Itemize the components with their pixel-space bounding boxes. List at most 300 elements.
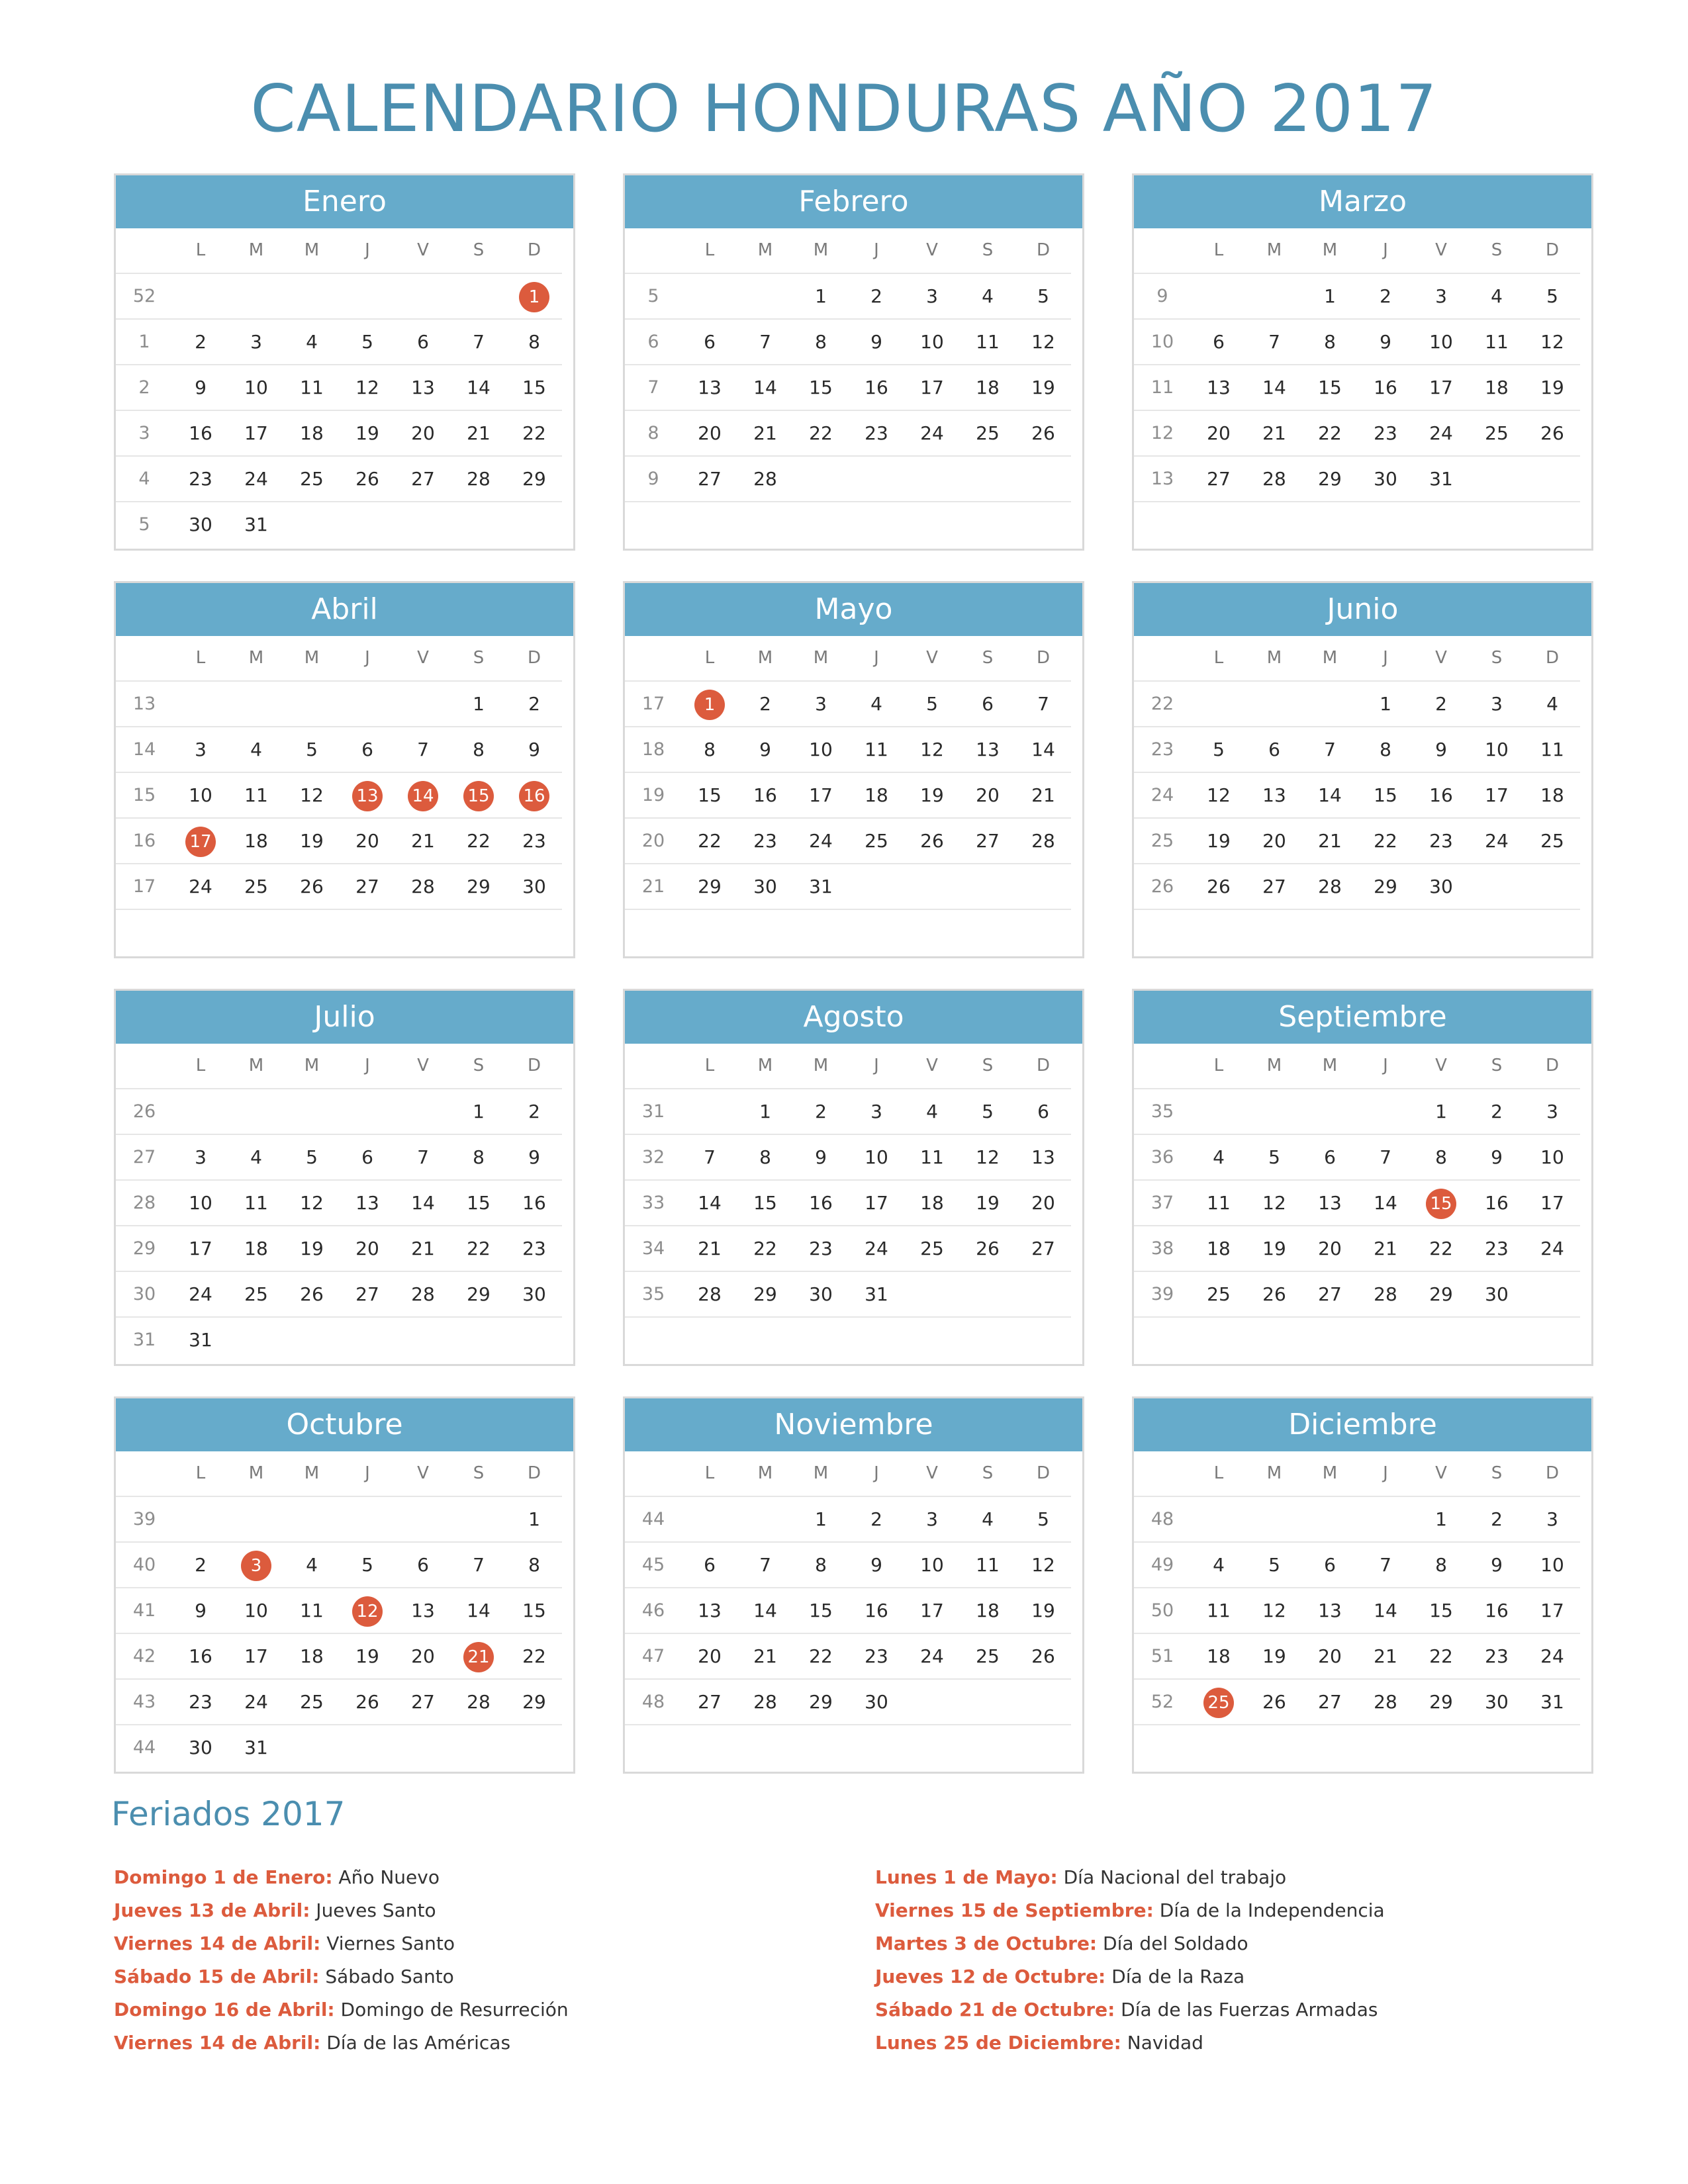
day-header: J xyxy=(1358,1044,1413,1089)
calendar-day: 4 xyxy=(1191,1135,1246,1181)
empty-day xyxy=(793,1725,849,1770)
calendar-day: 2 xyxy=(506,1089,562,1135)
calendar-day: 2 xyxy=(1413,682,1469,727)
empty-day xyxy=(395,1725,451,1770)
calendar-day: 7 xyxy=(395,727,451,773)
day-header: M xyxy=(1246,1451,1302,1497)
day-header: M xyxy=(284,1044,340,1089)
month-name: Diciembre xyxy=(1134,1398,1591,1451)
calendar-day: 10 xyxy=(904,1543,960,1588)
calendar-day: 2 xyxy=(793,1089,849,1135)
calendar-day: 19 xyxy=(340,1634,395,1680)
calendar-day: 7 xyxy=(1015,682,1071,727)
calendar-day: 19 xyxy=(1015,365,1071,411)
calendar-day: 21 xyxy=(395,819,451,864)
calendar-day: 8 xyxy=(1413,1135,1469,1181)
calendar-day: 11 xyxy=(960,320,1015,365)
empty-day xyxy=(1015,1725,1071,1770)
calendar-day: 29 xyxy=(1413,1680,1469,1725)
calendar-day: 18 xyxy=(284,1634,340,1680)
calendar-day: 15 xyxy=(1358,773,1413,819)
day-header: S xyxy=(1469,636,1524,682)
calendar-day: 7 xyxy=(737,1543,793,1588)
calendar-day: 26 xyxy=(1524,411,1580,457)
day-header: S xyxy=(1469,1451,1524,1497)
week-number: 35 xyxy=(625,1272,682,1318)
day-header: D xyxy=(506,228,562,274)
month-days-grid xyxy=(116,1044,573,1362)
calendar-day: 15 xyxy=(682,773,737,819)
holiday-marker: 25 xyxy=(1203,1688,1234,1718)
empty-day xyxy=(1246,910,1302,954)
day-header: M xyxy=(737,636,793,682)
calendar-day: 5 xyxy=(1246,1135,1302,1181)
empty-day xyxy=(1469,910,1524,954)
calendar-day: 6 xyxy=(682,1543,737,1588)
month-days-grid xyxy=(625,1451,1082,1770)
calendar-day: 20 xyxy=(1246,819,1302,864)
day-header: J xyxy=(849,1451,904,1497)
empty-day xyxy=(506,1725,562,1770)
empty-day xyxy=(1246,1725,1302,1770)
day-header: M xyxy=(284,228,340,274)
month-name: Noviembre xyxy=(625,1398,1082,1451)
empty-day xyxy=(960,502,1015,547)
calendar-day: 29 xyxy=(1413,1272,1469,1318)
calendar-day: 4 xyxy=(960,1497,1015,1543)
week-number: 23 xyxy=(1134,727,1191,773)
calendar-day: 13 xyxy=(1191,365,1246,411)
day-header: M xyxy=(1302,228,1358,274)
calendar-day: 1 xyxy=(737,1089,793,1135)
calendar-day: 9 xyxy=(1469,1135,1524,1181)
holiday-name: Sábado Santo xyxy=(319,1966,454,1987)
calendar-day: 26 xyxy=(1015,1634,1071,1680)
week-number xyxy=(625,1318,682,1362)
calendar-day: 4 xyxy=(960,274,1015,320)
week-number: 41 xyxy=(116,1588,173,1634)
holiday-day xyxy=(506,274,562,320)
holiday-marker: 15 xyxy=(463,781,494,811)
calendar-day: 31 xyxy=(1413,457,1469,502)
calendar-day: 13 xyxy=(395,365,451,411)
calendar-day: 7 xyxy=(451,320,506,365)
empty-day xyxy=(1358,1497,1413,1543)
empty-day xyxy=(1246,1089,1302,1135)
holiday-item xyxy=(114,2026,842,2060)
empty-day xyxy=(904,502,960,547)
week-number: 5 xyxy=(138,514,150,535)
holiday-day xyxy=(506,773,562,819)
holiday-item xyxy=(875,1993,1636,2026)
calendar-day: 4 xyxy=(284,1543,340,1588)
calendar-day: 20 xyxy=(1302,1226,1358,1272)
day-header: L xyxy=(173,636,228,682)
calendar-day: 17 xyxy=(173,1226,228,1272)
calendar-day: 6 xyxy=(1246,727,1302,773)
week-number: 9 xyxy=(1134,274,1191,320)
week-number: 12 xyxy=(1134,411,1191,457)
empty-day xyxy=(1191,682,1246,727)
holiday-day xyxy=(395,773,451,819)
calendar-day: 8 xyxy=(682,727,737,773)
empty-day xyxy=(904,910,960,954)
calendar-day: 25 xyxy=(904,1226,960,1272)
calendar-day: 14 xyxy=(451,1588,506,1634)
month-name: Febrero xyxy=(625,175,1082,228)
calendar-day: 28 xyxy=(451,1680,506,1725)
calendar-day: 29 xyxy=(506,1680,562,1725)
calendar-day: 16 xyxy=(173,411,228,457)
calendar-day: 22 xyxy=(506,1634,562,1680)
calendar-day: 30 xyxy=(1358,457,1413,502)
calendar-day: 10 xyxy=(1413,320,1469,365)
day-header: M xyxy=(737,228,793,274)
calendar-day: 12 xyxy=(340,365,395,411)
day-header: S xyxy=(1469,1044,1524,1089)
week-number: 13 xyxy=(1134,457,1191,502)
calendar-day: 25 xyxy=(228,1272,284,1318)
calendar-day: 5 xyxy=(1015,1497,1071,1543)
week-header-blank xyxy=(1134,228,1191,274)
calendar-day: 28 xyxy=(1015,819,1071,864)
day-header: M xyxy=(228,228,284,274)
week-header-blank xyxy=(625,636,682,682)
day-header: L xyxy=(173,228,228,274)
week-number: 18 xyxy=(625,727,682,773)
calendar-day: 15 xyxy=(1302,365,1358,411)
calendar-day: 2 xyxy=(737,682,793,727)
calendar-day: 9 xyxy=(173,1588,228,1634)
month-julio xyxy=(114,989,575,1366)
empty-day xyxy=(1358,1089,1413,1135)
calendar-day: 27 xyxy=(1302,1680,1358,1725)
calendar-day: 12 xyxy=(960,1135,1015,1181)
empty-day xyxy=(960,1318,1015,1362)
day-header: M xyxy=(1302,636,1358,682)
calendar-day: 11 xyxy=(284,1588,340,1634)
week-header-blank xyxy=(1134,1451,1191,1497)
week-number: 44 xyxy=(132,1737,156,1758)
week-header-blank xyxy=(1134,1044,1191,1089)
month-days-grid xyxy=(116,1451,573,1770)
empty-day xyxy=(395,910,451,954)
holiday-marker: 14 xyxy=(408,781,438,811)
calendar-day: 6 xyxy=(1015,1089,1071,1135)
calendar-day: 26 xyxy=(1191,864,1246,910)
holiday-date: Martes 3 de Octubre: xyxy=(875,1933,1098,1954)
calendar-day: 8 xyxy=(451,727,506,773)
holiday-day xyxy=(340,773,395,819)
week-header-blank xyxy=(1134,636,1191,682)
calendar-day: 23 xyxy=(849,1634,904,1680)
day-header: M xyxy=(228,1044,284,1089)
holiday-item xyxy=(114,1927,842,1960)
day-header: L xyxy=(173,1044,228,1089)
calendar-day: 26 xyxy=(284,1272,340,1318)
calendar-day: 1 xyxy=(1413,1497,1469,1543)
calendar-day: 23 xyxy=(1469,1226,1524,1272)
empty-day xyxy=(340,1497,395,1543)
calendar-day: 28 xyxy=(395,864,451,910)
calendar-day: 24 xyxy=(228,1680,284,1725)
holidays-list-right xyxy=(875,1861,1636,2060)
empty-day xyxy=(682,910,737,954)
calendar-day: 28 xyxy=(1358,1680,1413,1725)
empty-day xyxy=(284,1318,340,1362)
empty-day xyxy=(228,1318,284,1362)
calendar-day: 18 xyxy=(1524,773,1580,819)
calendar-day: 29 xyxy=(1358,864,1413,910)
calendar-day: 5 xyxy=(960,1089,1015,1135)
calendar-day: 4 xyxy=(1191,1543,1246,1588)
calendar-day: 10 xyxy=(228,1588,284,1634)
calendar-day: 31 xyxy=(189,1329,212,1351)
empty-day xyxy=(737,1318,793,1362)
calendar-day: 13 xyxy=(1302,1588,1358,1634)
calendar-day: 22 xyxy=(1413,1634,1469,1680)
week-number: 1 xyxy=(116,320,173,365)
day-header: J xyxy=(849,636,904,682)
empty-day xyxy=(340,502,395,547)
day-header: M xyxy=(737,1451,793,1497)
empty-day xyxy=(1191,274,1246,320)
calendar-day: 9 xyxy=(849,1543,904,1588)
empty-day xyxy=(451,274,506,320)
empty-day xyxy=(904,1680,960,1725)
empty-day xyxy=(1358,502,1413,547)
day-header: L xyxy=(1191,636,1246,682)
week-number: 46 xyxy=(625,1588,682,1634)
week-number: 45 xyxy=(625,1543,682,1588)
calendar-day: 5 xyxy=(1246,1543,1302,1588)
empty-day xyxy=(1413,910,1469,954)
week-number: 48 xyxy=(625,1680,682,1725)
day-header: L xyxy=(682,228,737,274)
week-number: 17 xyxy=(116,864,173,910)
day-header: D xyxy=(506,1044,562,1089)
feriados-title: Feriados 2017 xyxy=(111,1795,346,1833)
calendar-day: 5 xyxy=(284,727,340,773)
holiday-date: Viernes 15 de Septiembre: xyxy=(875,1899,1154,1921)
calendar-day: 10 xyxy=(904,320,960,365)
calendar-day: 29 xyxy=(506,457,562,502)
day-header: V xyxy=(1413,636,1469,682)
empty-day xyxy=(960,1680,1015,1725)
calendar-day: 30 xyxy=(737,864,793,910)
calendar-day: 24 xyxy=(849,1226,904,1272)
holiday-date: Domingo 1 de Enero: xyxy=(114,1866,333,1888)
calendar-day: 2 xyxy=(506,682,562,727)
empty-day xyxy=(284,1725,340,1770)
day-header: D xyxy=(1015,636,1071,682)
calendar-day: 16 xyxy=(849,365,904,411)
calendar-day: 18 xyxy=(960,365,1015,411)
calendar-day: 1 xyxy=(1358,682,1413,727)
holiday-day xyxy=(228,1543,284,1588)
calendar-day: 8 xyxy=(506,320,562,365)
calendar-day: 26 xyxy=(284,864,340,910)
calendar-day: 10 xyxy=(173,1181,228,1226)
empty-day xyxy=(1413,502,1469,547)
calendar-day: 28 xyxy=(1302,864,1358,910)
day-header: J xyxy=(1358,1451,1413,1497)
holiday-name: Domingo de Resurreción xyxy=(334,1999,569,2021)
week-number xyxy=(1134,1725,1191,1770)
week-number: 33 xyxy=(625,1181,682,1226)
week-number: 9 xyxy=(625,457,682,502)
week-number: 4 xyxy=(116,457,173,502)
calendar-day: 17 xyxy=(1413,365,1469,411)
empty-day xyxy=(451,502,506,547)
calendar-day: 10 xyxy=(173,773,228,819)
calendar-day: 4 xyxy=(1469,274,1524,320)
empty-day xyxy=(849,1725,904,1770)
week-number: 17 xyxy=(625,682,682,727)
calendar-day: 5 xyxy=(1015,274,1071,320)
calendar-day: 26 xyxy=(340,1680,395,1725)
empty-day xyxy=(904,1318,960,1362)
calendar-day: 8 xyxy=(793,1543,849,1588)
day-header: S xyxy=(1469,228,1524,274)
empty-day xyxy=(960,864,1015,910)
calendar-day: 3 xyxy=(1469,682,1524,727)
day-header: M xyxy=(228,636,284,682)
calendar-day: 30 xyxy=(506,864,562,910)
empty-day xyxy=(340,1089,395,1135)
calendar-day: 13 xyxy=(1302,1181,1358,1226)
calendar-day: 20 xyxy=(682,411,737,457)
calendar-day: 24 xyxy=(1469,819,1524,864)
day-header: S xyxy=(960,636,1015,682)
empty-day xyxy=(1524,910,1580,954)
calendar-day: 15 xyxy=(506,1588,562,1634)
empty-day xyxy=(340,682,395,727)
empty-day xyxy=(1246,1318,1302,1362)
empty-day xyxy=(173,910,228,954)
calendar-day: 17 xyxy=(228,1634,284,1680)
empty-day xyxy=(1302,1089,1358,1135)
calendar-day: 3 xyxy=(793,682,849,727)
calendar-day: 31 xyxy=(1524,1680,1580,1725)
empty-day xyxy=(395,1497,451,1543)
calendar-day: 27 xyxy=(395,457,451,502)
calendar-day: 14 xyxy=(737,1588,793,1634)
calendar-day: 23 xyxy=(1413,819,1469,864)
holiday-day xyxy=(340,1588,395,1634)
calendar-day: 23 xyxy=(506,1226,562,1272)
calendar-day: 22 xyxy=(451,1226,506,1272)
calendar-day: 23 xyxy=(506,819,562,864)
calendar-day: 3 xyxy=(1524,1497,1580,1543)
week-number: 5 xyxy=(625,274,682,320)
holiday-name: Año Nuevo xyxy=(332,1866,440,1888)
holiday-item xyxy=(114,1960,842,1993)
day-header: M xyxy=(793,636,849,682)
calendar-day: 17 xyxy=(793,773,849,819)
day-header: M xyxy=(1246,228,1302,274)
calendar-day: 8 xyxy=(737,1135,793,1181)
day-header: S xyxy=(451,1044,506,1089)
week-number: 6 xyxy=(625,320,682,365)
empty-day xyxy=(1358,910,1413,954)
calendar-day: 6 xyxy=(960,682,1015,727)
empty-day xyxy=(173,1089,228,1135)
empty-day xyxy=(1469,1725,1524,1770)
calendar-day: 23 xyxy=(849,411,904,457)
calendar-day: 3 xyxy=(904,274,960,320)
calendar-day: 17 xyxy=(849,1181,904,1226)
calendar-day: 9 xyxy=(793,1135,849,1181)
month-days-grid xyxy=(116,636,573,954)
calendar-day: 21 xyxy=(682,1226,737,1272)
calendar-day: 16 xyxy=(793,1181,849,1226)
calendar-day: 24 xyxy=(1524,1226,1580,1272)
calendar-day: 27 xyxy=(340,864,395,910)
day-header: S xyxy=(451,636,506,682)
empty-day xyxy=(849,864,904,910)
week-number: 19 xyxy=(625,773,682,819)
calendar-day: 2 xyxy=(1469,1497,1524,1543)
calendar-day: 30 xyxy=(793,1272,849,1318)
month-name: Abril xyxy=(116,583,573,636)
holiday-name: Día Nacional del trabajo xyxy=(1057,1866,1287,1888)
month-name: Mayo xyxy=(625,583,1082,636)
calendar-day: 28 xyxy=(395,1272,451,1318)
empty-day xyxy=(1191,1497,1246,1543)
day-header: V xyxy=(1413,228,1469,274)
month-days-grid xyxy=(625,228,1082,547)
calendar-day: 26 xyxy=(340,457,395,502)
empty-day xyxy=(1302,682,1358,727)
calendar-day: 13 xyxy=(682,1588,737,1634)
calendar-day: 7 xyxy=(1358,1543,1413,1588)
week-number: 48 xyxy=(1134,1497,1191,1543)
calendar-day: 28 xyxy=(737,457,793,502)
holiday-item xyxy=(875,2026,1636,2060)
calendar-day: 14 xyxy=(1358,1181,1413,1226)
week-number: 13 xyxy=(116,682,173,727)
week-number: 15 xyxy=(116,773,173,819)
calendar-day: 4 xyxy=(228,1135,284,1181)
calendar-day: 27 xyxy=(340,1272,395,1318)
calendar-day: 24 xyxy=(173,1272,228,1318)
day-header: M xyxy=(1246,636,1302,682)
holiday-marker: 3 xyxy=(241,1551,271,1581)
empty-day xyxy=(1413,1318,1469,1362)
day-header: M xyxy=(228,1451,284,1497)
day-header: D xyxy=(506,1451,562,1497)
calendar-day: 9 xyxy=(506,1135,562,1181)
calendar-day: 17 xyxy=(1524,1181,1580,1226)
week-number: 40 xyxy=(116,1543,173,1588)
calendar-day: 11 xyxy=(849,727,904,773)
empty-day xyxy=(1469,502,1524,547)
empty-day xyxy=(1246,682,1302,727)
week-number: 10 xyxy=(1134,320,1191,365)
calendar-day: 30 xyxy=(1469,1272,1524,1318)
empty-day xyxy=(506,1318,562,1362)
calendar-day: 25 xyxy=(1469,411,1524,457)
calendar-day: 28 xyxy=(682,1272,737,1318)
month-days-grid xyxy=(1134,228,1591,547)
calendar-day: 16 xyxy=(737,773,793,819)
calendar-day: 20 xyxy=(340,819,395,864)
holiday-marker: 17 xyxy=(185,827,216,857)
month-name: Enero xyxy=(116,175,573,228)
holiday-name: Navidad xyxy=(1121,2032,1203,2054)
calendar-day: 28 xyxy=(451,457,506,502)
